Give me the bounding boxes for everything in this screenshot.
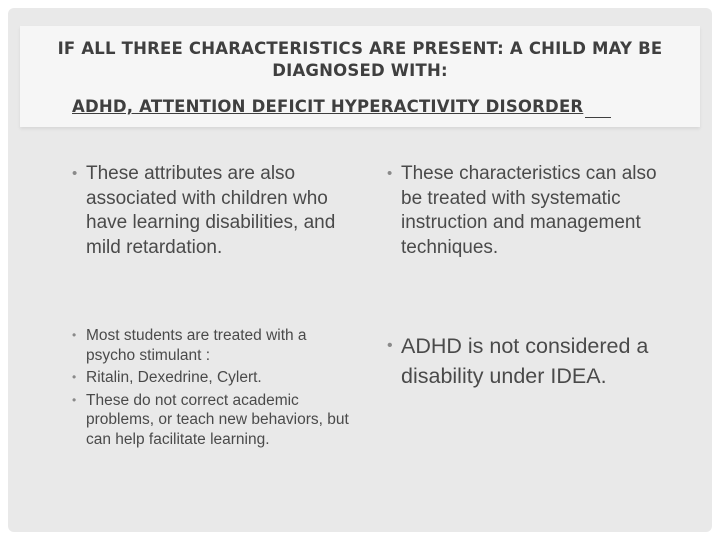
list-item-text: Ritalin, Dexedrine, Cylert. xyxy=(86,369,262,386)
bottom-left-list xyxy=(68,326,353,452)
list-item-text: These characteristics can also be treated with systematic instruction and management techniques. xyxy=(401,163,657,258)
bullet-icon: • xyxy=(387,337,393,354)
list-item xyxy=(68,326,353,365)
slide-title: IF ALL THREE CHARACTERISTICS ARE PRESENT: A CHILD MAY BE DIAGNOSED WITH: xyxy=(57,39,663,80)
list-item xyxy=(68,368,353,388)
bullet-icon: • xyxy=(387,165,393,182)
bullet-icon: • xyxy=(72,392,77,407)
list-item-text: These do not correct academic problems, or teach new behaviors, but can help facilitate learning. xyxy=(86,391,349,448)
subtitle-underline-tail xyxy=(585,96,611,118)
list-item xyxy=(68,391,353,450)
bullet-icon: • xyxy=(72,165,78,182)
bullet-icon: • xyxy=(72,328,77,342)
list-item-text: Most students are treated with a psycho stimulant : xyxy=(86,327,307,364)
top-left-list xyxy=(68,162,348,260)
list-item xyxy=(383,162,673,260)
list-item xyxy=(383,331,683,391)
list-item-text: ADHD is not considered a disability under IDEA. xyxy=(401,334,649,388)
top-right-list xyxy=(383,162,673,260)
list-item-text: These attributes are also associated with children who have learning disabilities, and mild retardation. xyxy=(86,163,336,258)
slide-subtitle xyxy=(72,96,611,118)
subtitle-text: ADHD, ATTENTION DEFICIT HYPERACTIVITY DISORDER xyxy=(72,97,584,116)
bottom-right-list xyxy=(383,331,683,391)
bullet-icon: • xyxy=(72,370,77,384)
list-item xyxy=(68,162,348,260)
